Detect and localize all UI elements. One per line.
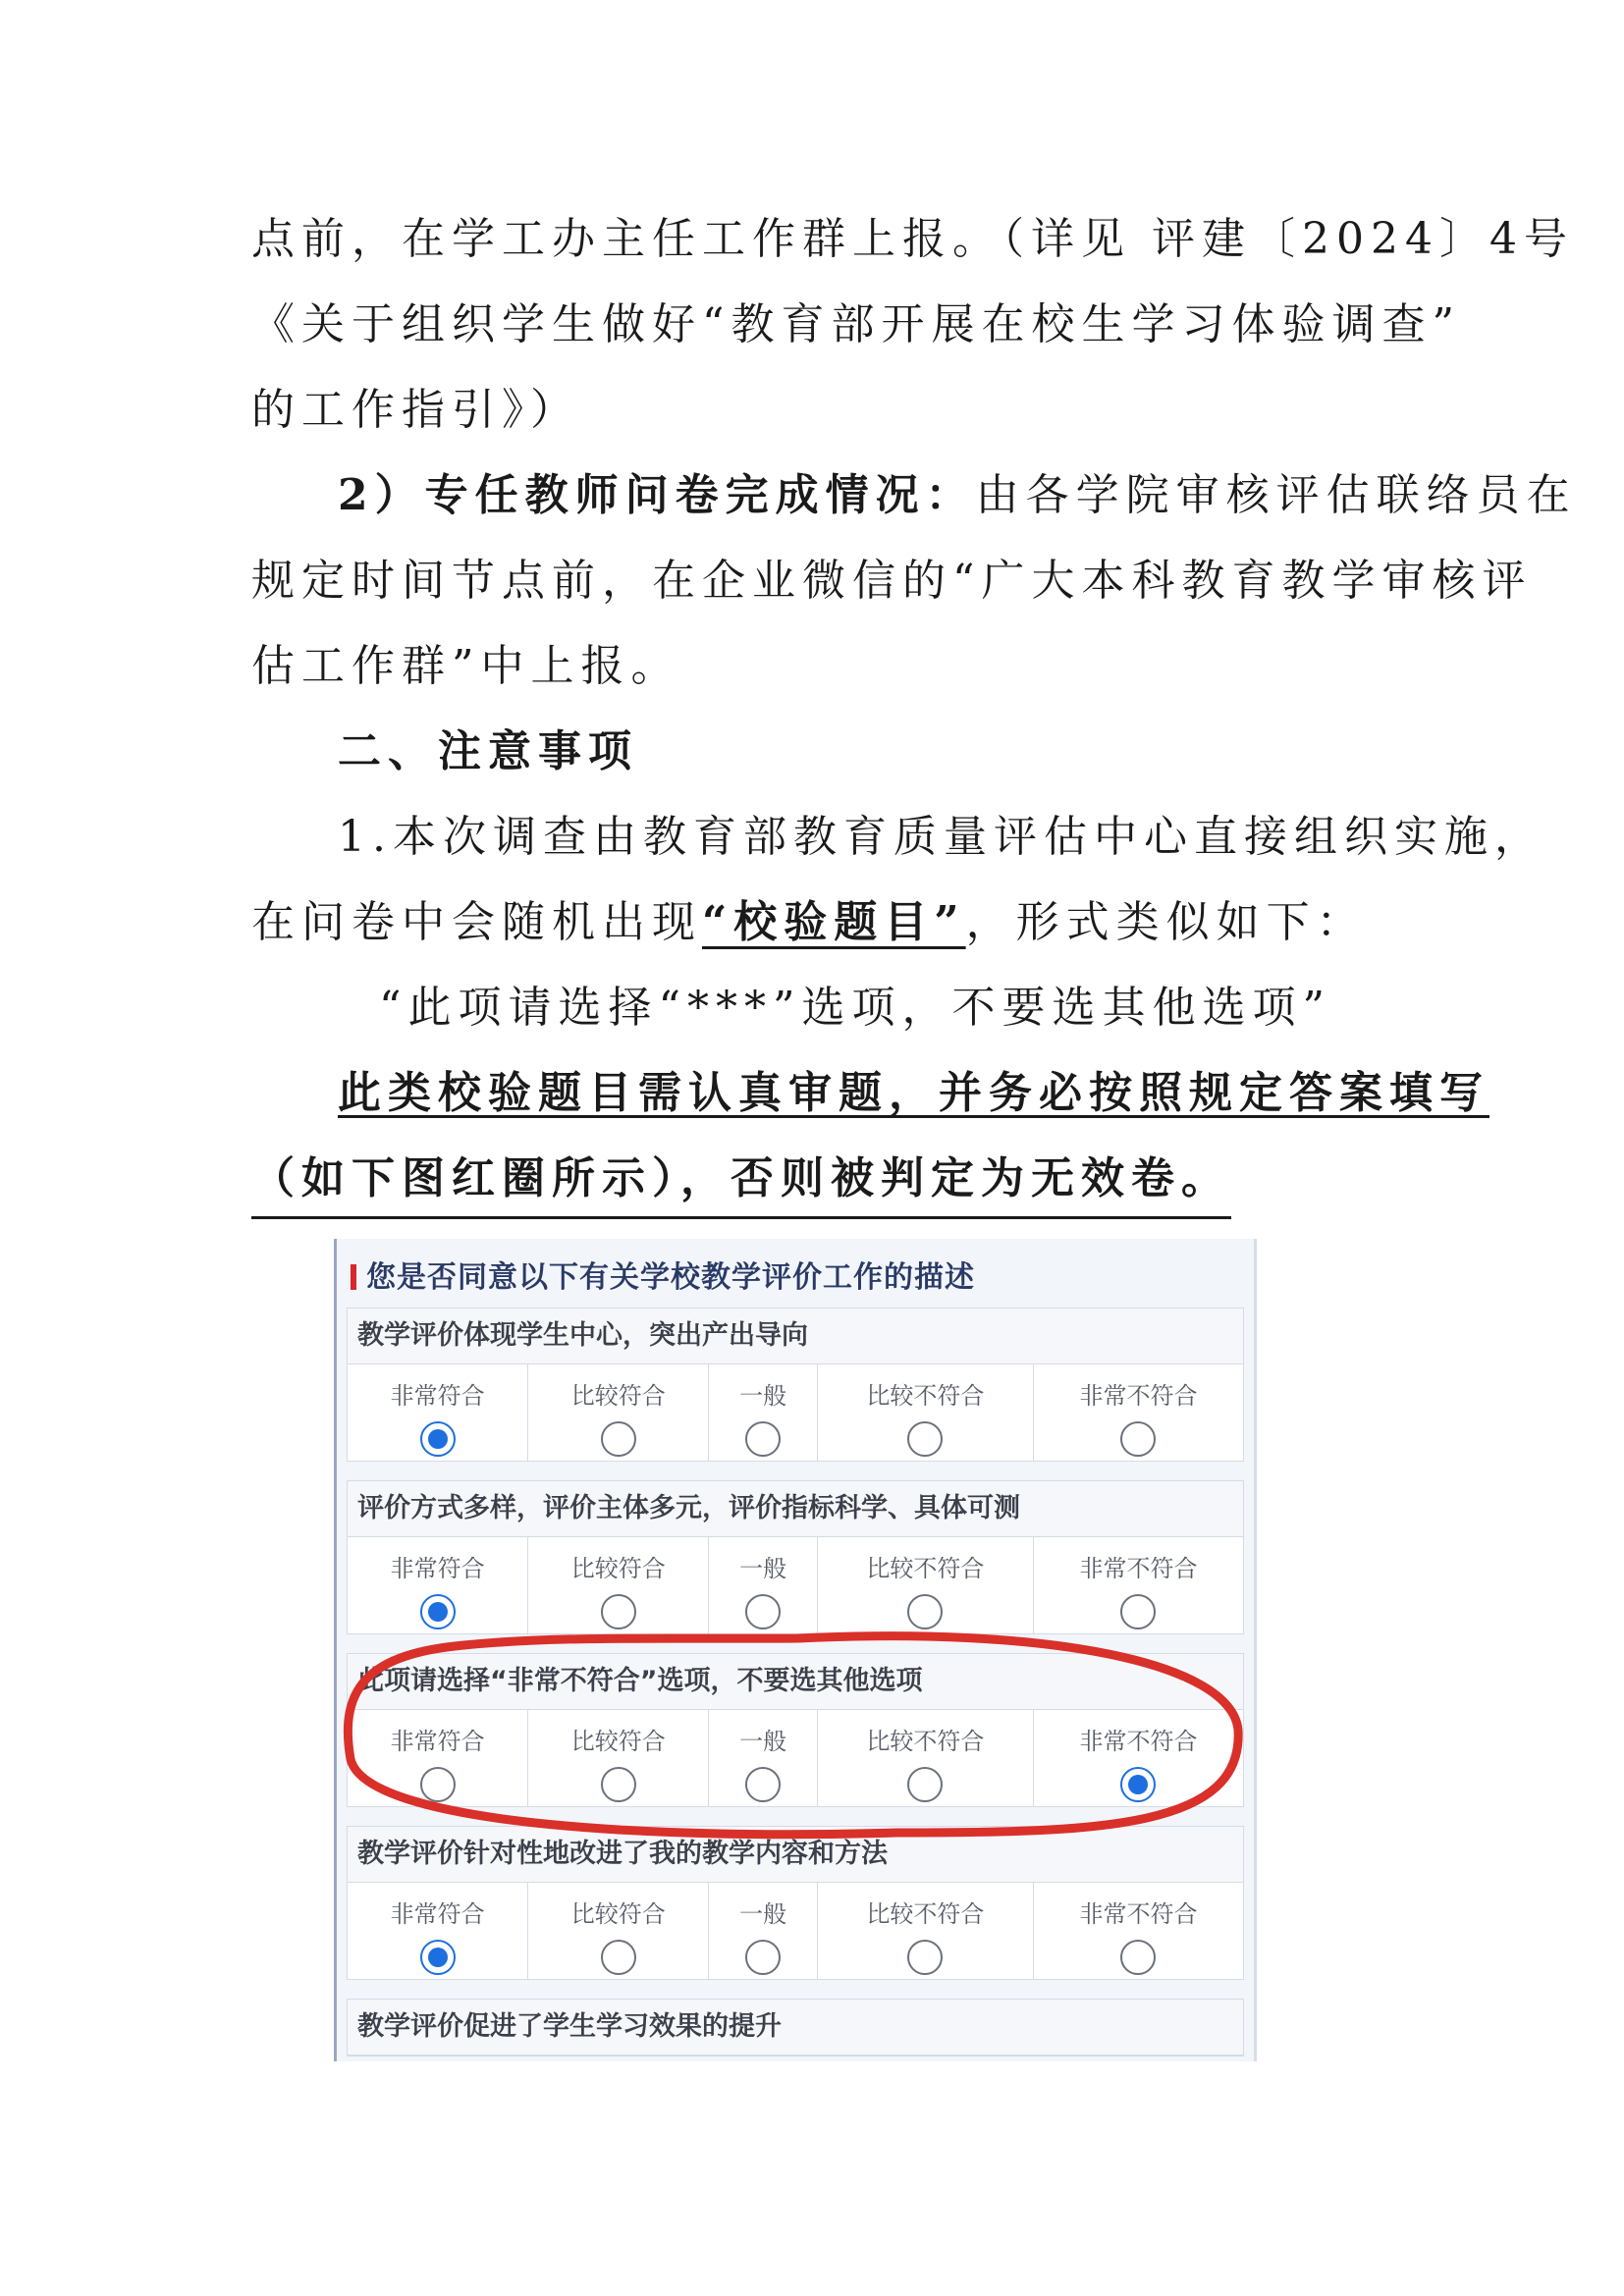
option-cell[interactable] (1034, 1364, 1243, 1461)
option-label: 比较符合 (570, 1382, 666, 1410)
option-row (348, 1537, 1243, 1633)
option-label: 比较不符合 (866, 1555, 985, 1582)
radio-button[interactable] (745, 1594, 781, 1629)
radio-button[interactable] (601, 1767, 636, 1802)
radio-button[interactable] (907, 1767, 943, 1802)
option-label: 一般 (739, 1555, 787, 1582)
option-label: 比较符合 (570, 1900, 666, 1928)
note-1-line-2 (251, 880, 1390, 965)
option-row (348, 1364, 1243, 1461)
note-text: ，形式类似如下： (965, 897, 1367, 947)
option-label: 比较不符合 (866, 1728, 985, 1755)
warning-line-2 (251, 1136, 1390, 1221)
option-label: 一般 (739, 1382, 787, 1410)
option-label: 一般 (739, 1900, 787, 1928)
survey-question (347, 1999, 1244, 2056)
title-marker (351, 1264, 356, 1290)
option-cell[interactable] (818, 1710, 1034, 1806)
item-2-text: 由各学院审核评估联络员在 (975, 470, 1577, 520)
paragraph-line: 规定时间节点前，在企业微信的“广大本科教育教学审核评 (251, 556, 1533, 606)
question-text: 评价方式多样，评价主体多元，评价指标科学、具体可测 (348, 1481, 1243, 1537)
option-cell[interactable] (528, 1710, 709, 1806)
question-text: 教学评价针对性地改进了我的教学内容和方法 (348, 1827, 1243, 1883)
check-question-term: “校验题目” (702, 897, 966, 947)
radio-button[interactable] (1120, 1421, 1156, 1457)
radio-button[interactable] (420, 1940, 456, 1975)
option-cell[interactable] (1034, 1883, 1243, 1979)
radio-button[interactable] (1120, 1594, 1156, 1629)
option-label: 非常不符合 (1079, 1900, 1198, 1928)
radio-button[interactable] (601, 1594, 636, 1629)
radio-button[interactable] (745, 1767, 781, 1802)
option-cell[interactable] (1034, 1537, 1243, 1633)
radio-button[interactable] (745, 1940, 781, 1975)
radio-button[interactable] (420, 1421, 456, 1457)
paragraph-line: 的工作指引》） (251, 385, 580, 435)
warning-text: （如下图红圈所示），否则被判定为无效卷。 (251, 1144, 1231, 1219)
survey-question (347, 1480, 1244, 1634)
survey-question (347, 1308, 1244, 1462)
option-label: 比较符合 (570, 1555, 666, 1582)
radio-button[interactable] (601, 1421, 636, 1457)
warning-line-1 (251, 1050, 1489, 1136)
option-row (348, 1883, 1243, 1979)
paragraph-line: 1.本次调查由教育部教育质量评估中心直接组织实施， (338, 812, 1544, 862)
question-text: 教学评价体现学生中心，突出产出导向 (348, 1308, 1243, 1364)
option-label: 非常符合 (390, 1900, 485, 1928)
radio-button[interactable] (420, 1594, 456, 1629)
radio-button[interactable] (907, 1594, 943, 1629)
radio-button[interactable] (1120, 1767, 1156, 1802)
option-label: 非常符合 (390, 1555, 485, 1582)
survey-question (347, 1653, 1244, 1807)
radio-button[interactable] (601, 1940, 636, 1975)
example-line: “此项请选择“***”选项，不要选其他选项” (379, 983, 1331, 1033)
option-cell[interactable] (709, 1710, 818, 1806)
survey-question (347, 1826, 1244, 1980)
option-cell[interactable] (818, 1364, 1034, 1461)
option-cell[interactable] (709, 1537, 818, 1633)
option-label: 非常不符合 (1079, 1382, 1198, 1410)
option-label: 一般 (739, 1728, 787, 1755)
option-cell[interactable] (528, 1364, 709, 1461)
note-text: 在问卷中会随机出现 (251, 897, 702, 947)
option-cell[interactable] (528, 1537, 709, 1633)
radio-button[interactable] (745, 1421, 781, 1457)
option-cell[interactable] (1034, 1710, 1243, 1806)
option-row (348, 1710, 1243, 1806)
radio-button[interactable] (1120, 1940, 1156, 1975)
option-cell[interactable] (709, 1364, 818, 1461)
option-cell[interactable] (818, 1537, 1034, 1633)
document-body (251, 196, 1577, 1221)
survey-title (351, 1253, 975, 1296)
paragraph-line: 点前，在学工办主任工作群上报。（详见 评建〔2024〕4号 (251, 214, 1574, 264)
option-cell[interactable] (348, 1883, 528, 1979)
option-label: 比较不符合 (866, 1382, 985, 1410)
radio-button[interactable] (420, 1767, 456, 1802)
paragraph-line: 《关于组织学生做好“教育部开展在校生学习体验调查” (251, 299, 1461, 349)
radio-button[interactable] (907, 1940, 943, 1975)
item-2-heading: 2）专任教师问卷完成情况： (338, 470, 976, 520)
item-2 (251, 453, 1577, 538)
option-cell[interactable] (348, 1364, 528, 1461)
survey-screenshot (334, 1239, 1257, 2061)
section-title: 二、注意事项 (338, 726, 638, 776)
question-text: 此项请选择“非常不符合”选项，不要选其他选项 (348, 1654, 1243, 1710)
option-label: 非常符合 (390, 1382, 485, 1410)
option-cell[interactable] (528, 1883, 709, 1979)
radio-button[interactable] (907, 1421, 943, 1457)
option-label: 比较符合 (570, 1728, 666, 1755)
question-text: 教学评价促进了学生学习效果的提升 (348, 2000, 1243, 2056)
survey-title-text: 您是否同意以下有关学校教学评价工作的描述 (366, 1260, 975, 1295)
warning-text: 此类校验题目需认真审题，并务必按照规定答案填写 (338, 1068, 1489, 1118)
option-label: 非常符合 (390, 1728, 485, 1755)
option-cell[interactable] (818, 1883, 1034, 1979)
option-label: 非常不符合 (1079, 1728, 1198, 1755)
paragraph-line: 估工作群”中上报。 (251, 641, 681, 691)
option-label: 比较不符合 (866, 1900, 985, 1928)
option-cell[interactable] (348, 1710, 528, 1806)
option-cell[interactable] (709, 1883, 818, 1979)
option-cell[interactable] (348, 1537, 528, 1633)
option-label: 非常不符合 (1079, 1555, 1198, 1582)
